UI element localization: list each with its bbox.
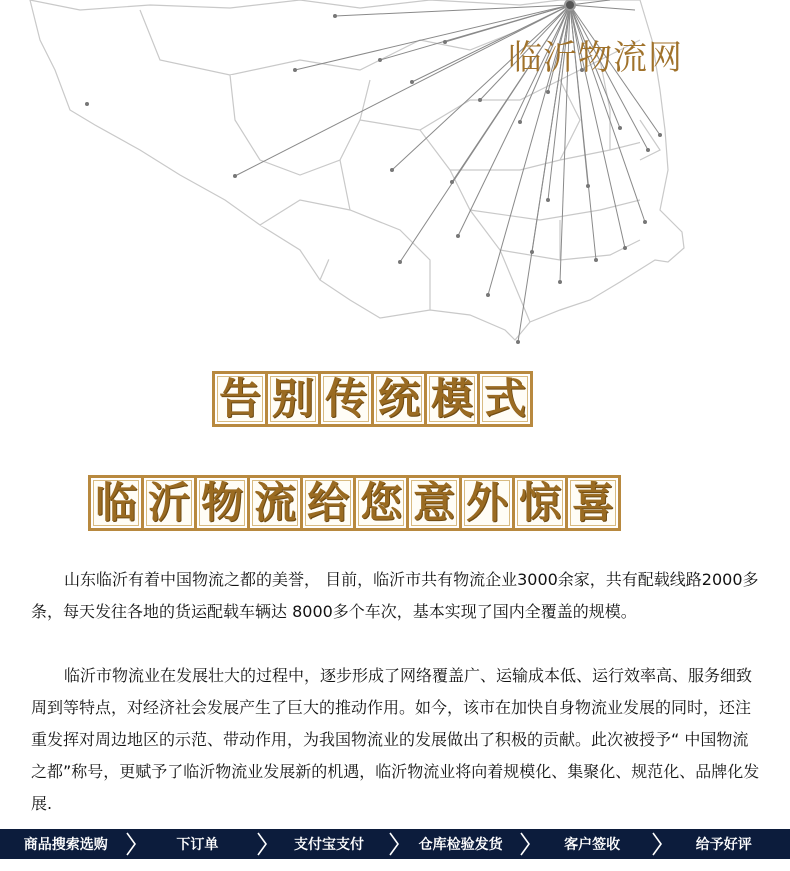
headline-char-cell: 意 (406, 475, 462, 531)
step-label: 下订单 (176, 837, 219, 853)
headline-char-cell: 统 (371, 371, 427, 427)
headline-char-cell: 给 (300, 475, 356, 531)
step-place-order (132, 829, 264, 859)
headline-char-cell: 告 (212, 371, 268, 427)
step-warehouse-ship (395, 829, 527, 859)
step-give-review (658, 829, 790, 859)
headline-char-cell: 临 (88, 475, 144, 531)
headline-char-cell: 流 (247, 475, 303, 531)
headline-char-cell: 喜 (565, 475, 621, 531)
headline-char-cell: 模 (424, 371, 480, 427)
headline-char-cell: 传 (318, 371, 374, 427)
development-paragraph: 临沂市物流业在发展壮大的过程中，逐步形成了网络覆盖广、运输成本低、运行效率高、服务细致周到等特点，对经济社会发展产生了巨大的推动作用。如今，该市在加快自身物流业发展的同时，还注重发挥对周边地区的示范、带动作用，为我国物流业的发展做出了积极的贡献。此次被授予“ 中国物流之都”称号，更赋予了临沂物流业发展新的机遇，临沂物流业将向着规模化、集聚化、规范化、品牌化发展. (31, 666, 760, 813)
step-alipay (263, 829, 395, 859)
intro-paragraph: 山东临沂有着中国物流之都的美誉， 目前，临沂市共有物流企业3000余家，共有配载线路2000多条，每天发往各地的货运配载车辆达 8000多个车次，基本实现了国内全覆盖的规模。 (31, 570, 759, 621)
step-label: 仓库检验发货 (418, 837, 503, 853)
headline-char-cell: 惊 (512, 475, 568, 531)
headline-farewell-traditional (212, 371, 530, 427)
map-title: 临沂物流网 (508, 38, 683, 78)
headline-surprise (88, 475, 618, 531)
headline-char-cell: 式 (477, 371, 533, 427)
headline-char-cell: 物 (194, 475, 250, 531)
step-label: 给予好评 (695, 837, 752, 853)
headline-char-cell: 您 (353, 475, 409, 531)
purchase-process-bar (0, 829, 790, 859)
headline-char-cell: 沂 (141, 475, 197, 531)
headline-char-cell: 外 (459, 475, 515, 531)
step-customer-sign (526, 829, 658, 859)
step-label: 支付宝支付 (293, 837, 364, 853)
step-label: 客户签收 (564, 837, 621, 853)
headline-char-cell: 别 (265, 371, 321, 427)
step-search-select (0, 829, 132, 859)
step-label: 商品搜索选购 (23, 837, 108, 853)
